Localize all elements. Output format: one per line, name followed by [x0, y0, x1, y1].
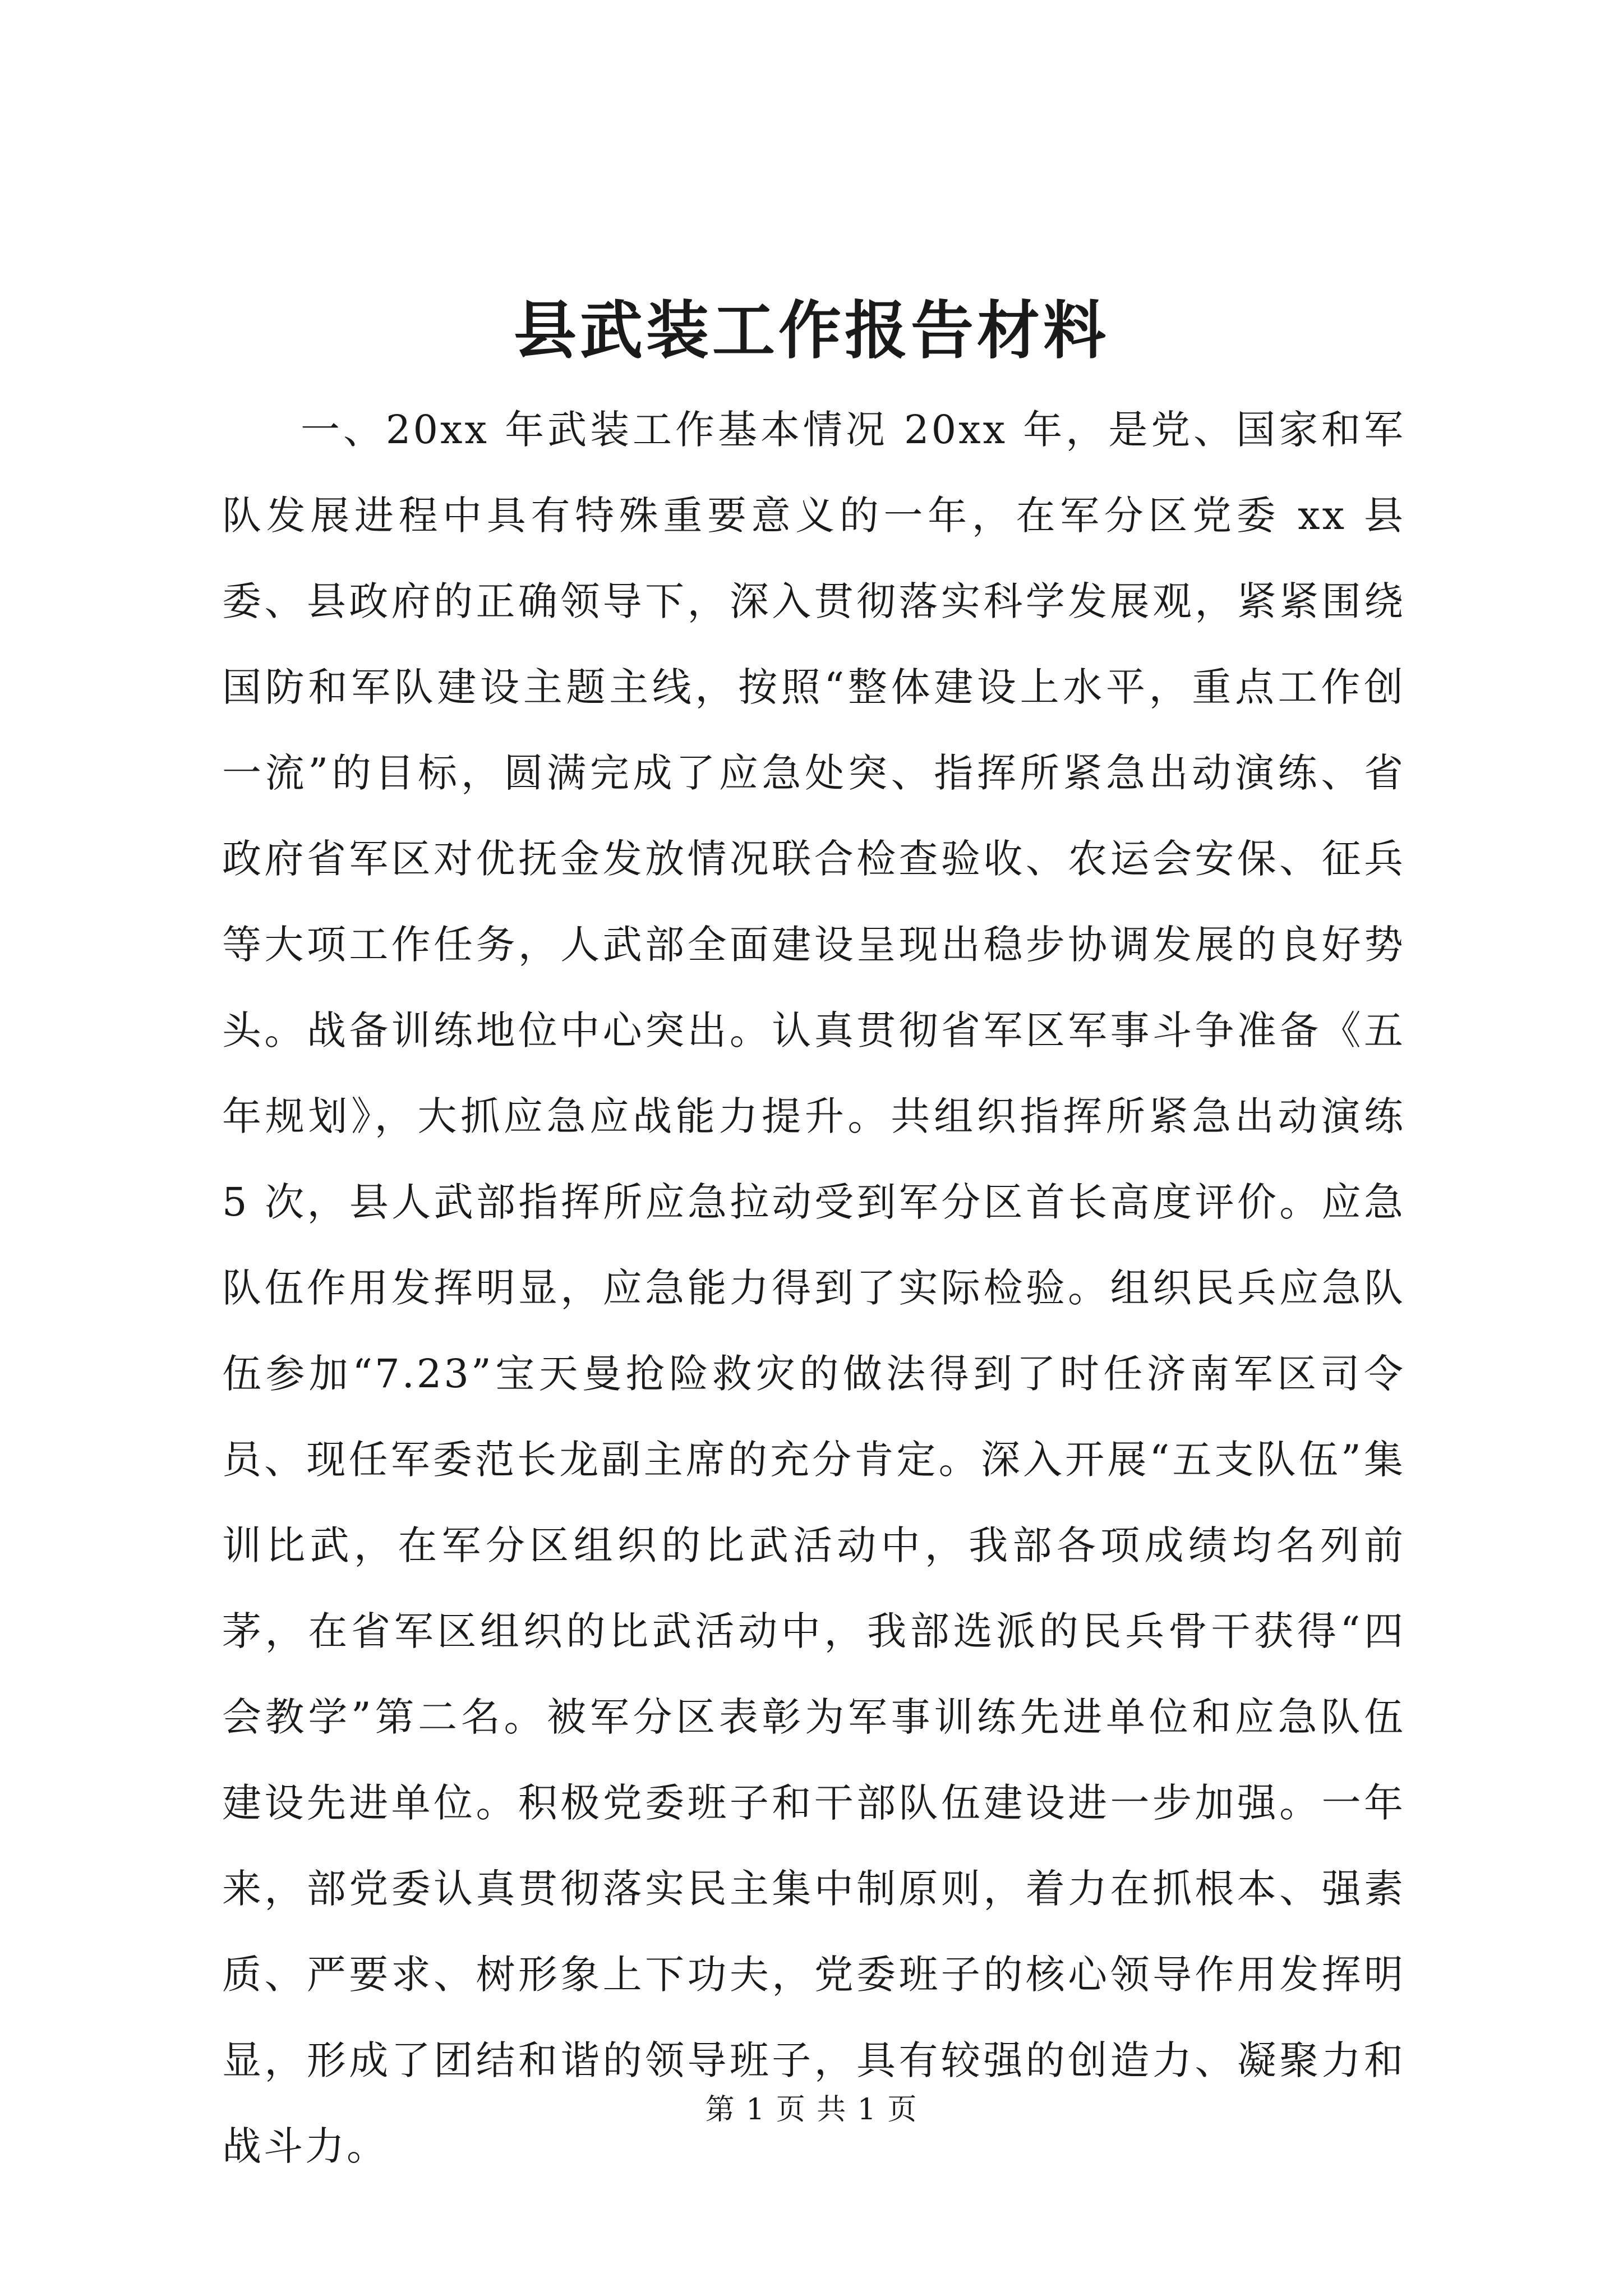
page-footer: 第 1 页 共 1 页 [705, 2093, 918, 2127]
document-title: 县武装工作报告材料 [514, 294, 1109, 367]
document-body-paragraph: 一、20xx 年武装工作基本情况 20xx 年，是党、国家和军队发展进程中具有特殊重要意义的一年，在军分区党委 xx 县委、县政府的正确领导下，深入贯彻落实科学发展观，紧紧围绕国防和军队建设主题主线，按照“整体建设上水平，重点工作创一流”的目标，圆满完成了应急处突、指挥所紧急出动演练、省政府省军区对优抚金发放情况联合检查验收、农运会安保、征兵等大项工作任务，人武部全面建设呈现出稳步协调发展的良好势头。战备训练地位中心突出。认真贯彻省军区军事斗争准备《五年规划》，大抓应急应战能力提升。共组织指挥所紧急出动演练 5 次，县人武部指挥所应急拉动受到军分区首长高度评价。应急队伍作用发挥明显，应急能力得到了实际检验。组织民兵应急队伍参加“7.23”宝天曼抢险救灾的做法得到了时任济南军区司令员、现任军委范长龙副主席的充分肯定。深入开展“五支队伍”集训比武，在军分区组织的比武活动中，我部各项成绩均名列前茅，在省军区组织的比武活动中，我部选派的民兵骨干获得“四会教学”第二名。被军分区表彰为军事训练先进单位和应急队伍建设先进单位。积极党委班子和干部队伍建设进一步加强。一年来，部党委认真贯彻落实民主集中制原则，着力在抓根本、强素质、严要求、树形象上下功夫，党委班子的核心领导作用发挥明显，形成了团结和谐的领导班子，具有较强的创造力、凝聚力和战斗力。 [222, 407, 1405, 2169]
